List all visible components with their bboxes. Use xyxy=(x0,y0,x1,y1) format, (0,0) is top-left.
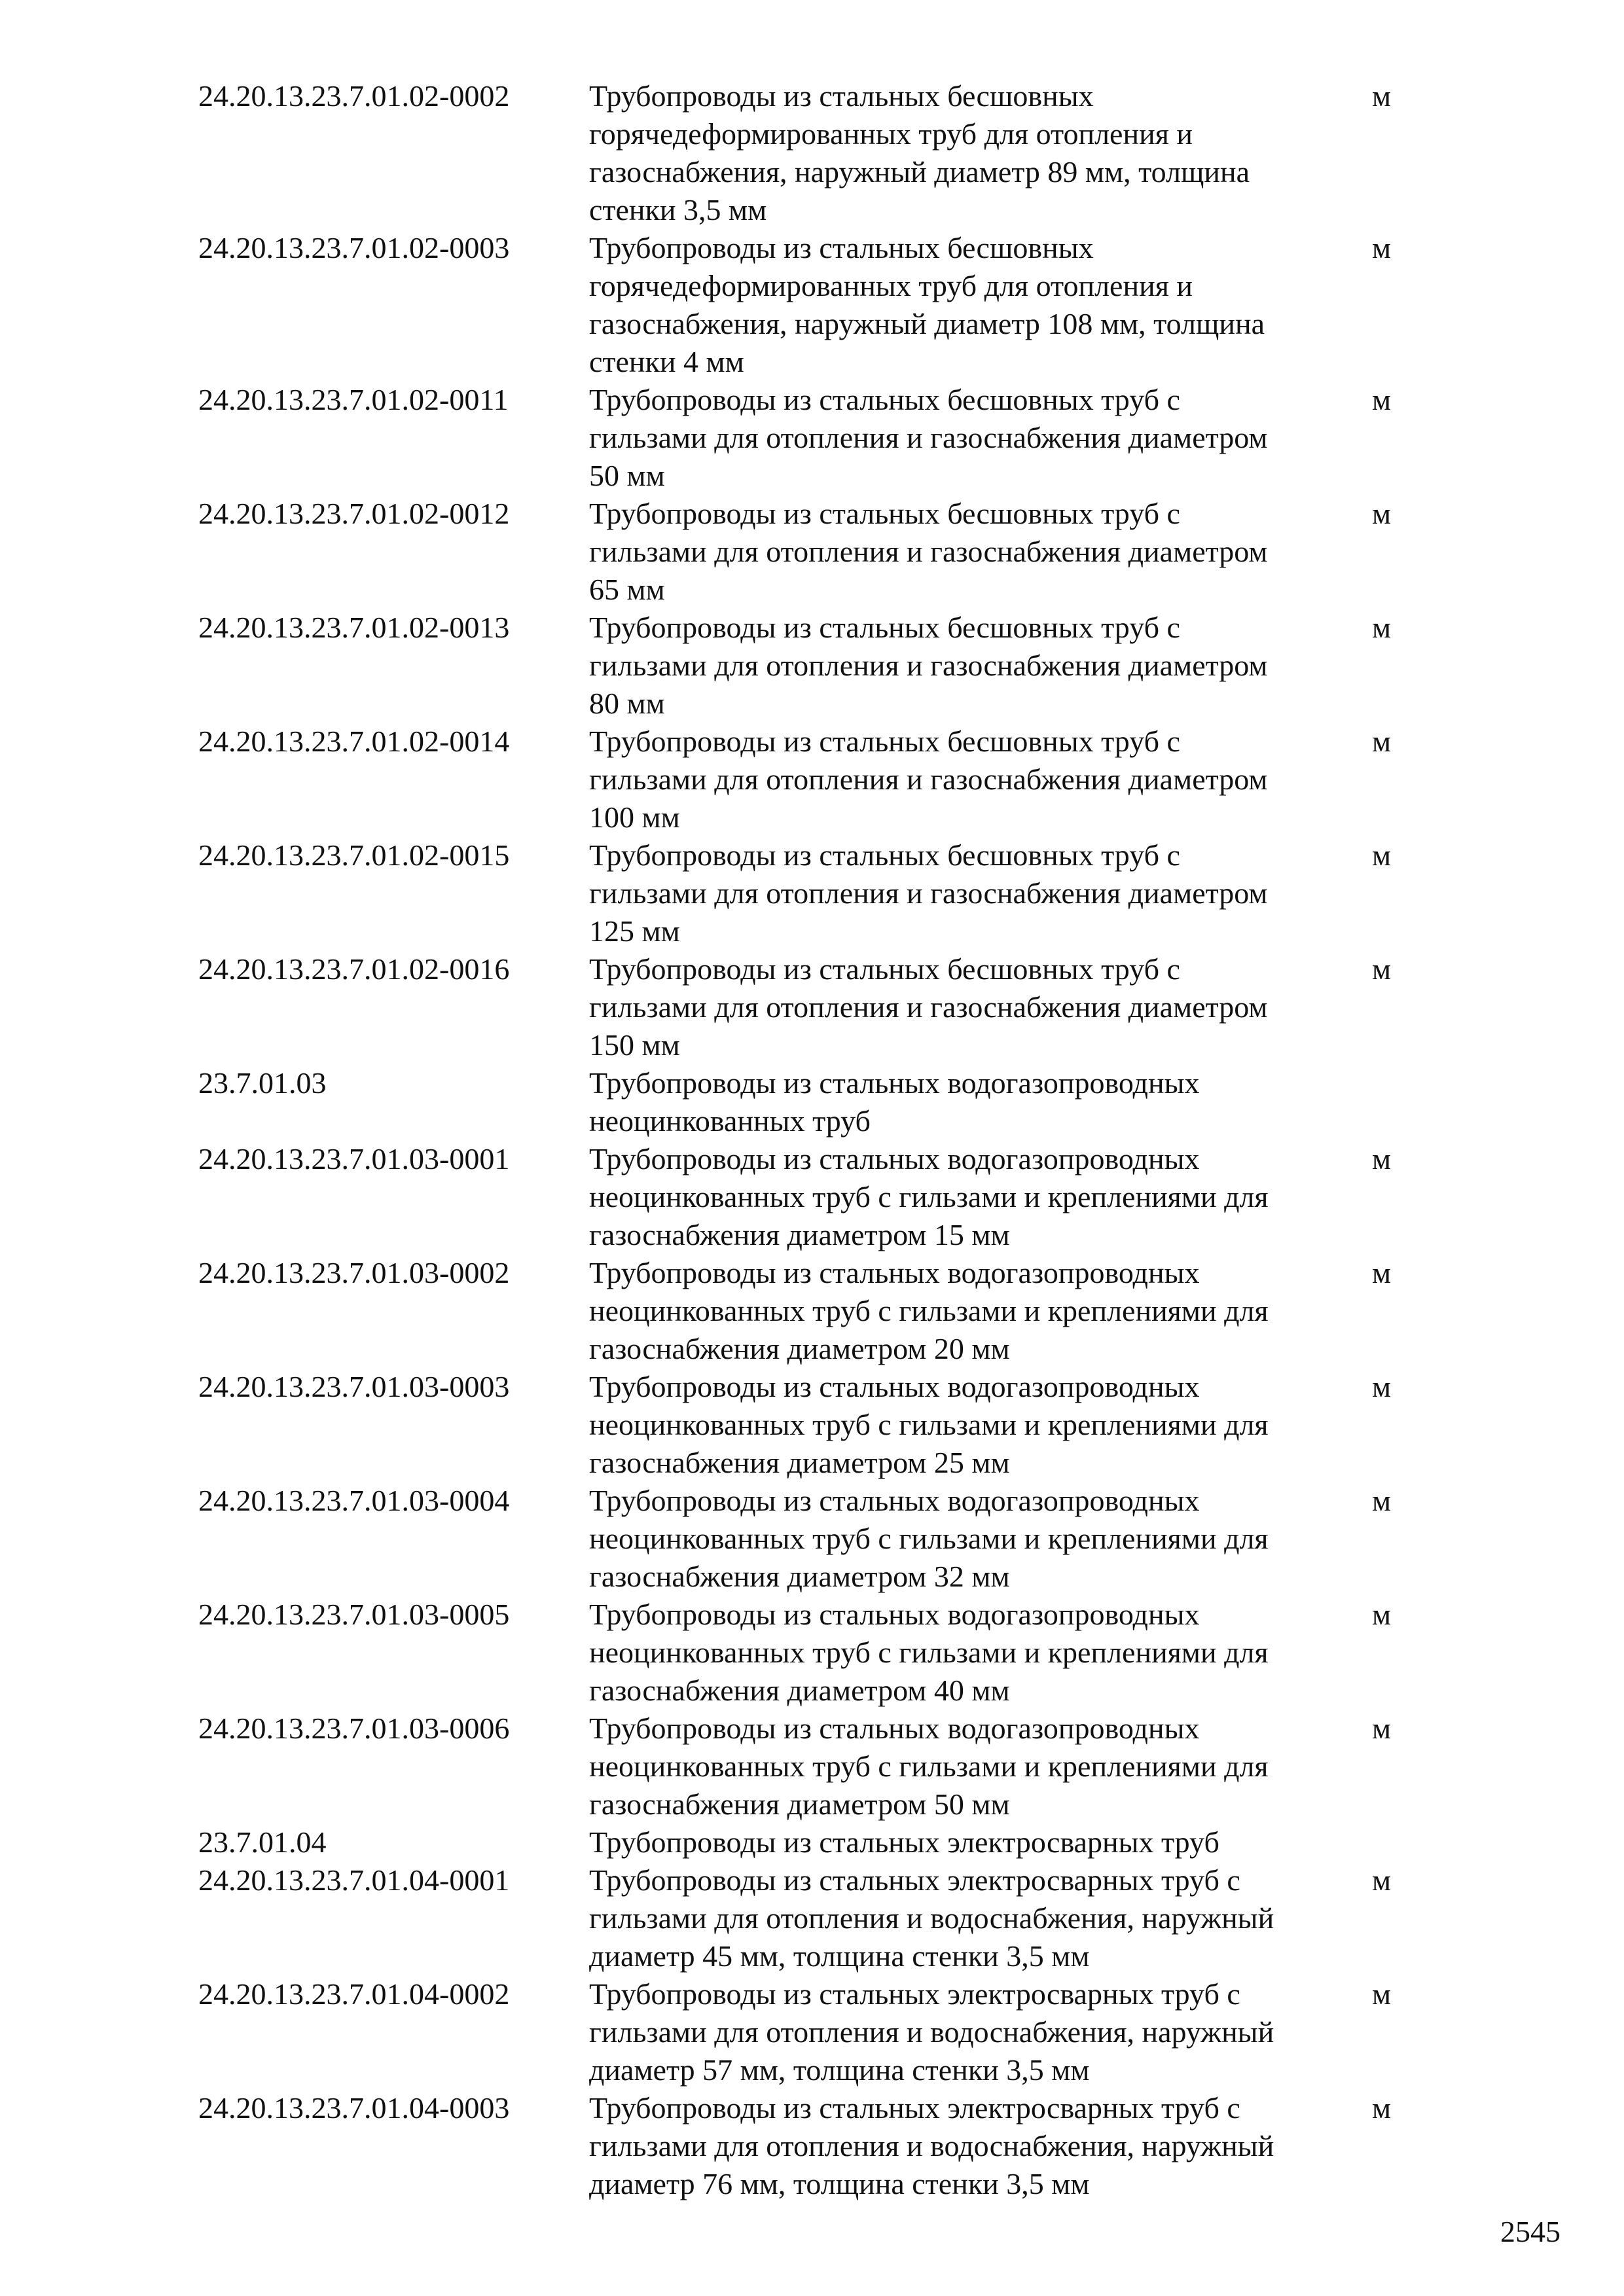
unit-of-measure: м xyxy=(1372,1863,1392,1897)
resource-description xyxy=(589,77,1355,229)
unit-of-measure: м xyxy=(1372,231,1392,264)
description-line: Трубопроводы из стальных бесшовных xyxy=(589,231,1094,264)
resource-code: 24.20.13.23.7.01.03-0005 xyxy=(198,1598,510,1631)
table-row xyxy=(0,1482,1624,1596)
resource-code: 24.20.13.23.7.01.02-0015 xyxy=(198,838,510,872)
resource-code: 24.20.13.23.7.01.02-0012 xyxy=(198,497,510,530)
table-row xyxy=(0,1064,1624,1140)
table-row xyxy=(0,495,1624,609)
unit-of-measure: м xyxy=(1372,1370,1392,1403)
table-row xyxy=(0,1710,1624,1823)
unit-of-measure: м xyxy=(1372,1142,1392,1175)
resource-code: 24.20.13.23.7.01.02-0016 xyxy=(198,952,510,986)
description-line: 65 мм xyxy=(589,573,665,606)
description-line: неоцинкованных труб с гильзами и креплениями для xyxy=(589,1749,1269,1783)
table-row xyxy=(0,1596,1624,1710)
resource-description xyxy=(589,1482,1355,1596)
resource-code: 23.7.01.04 xyxy=(198,1825,327,1859)
resource-description xyxy=(589,1861,1355,1975)
description-line: неоцинкованных труб с гильзами и креплениями для xyxy=(589,1294,1269,1327)
resource-description xyxy=(589,609,1355,723)
description-line: гильзами для отопления и водоснабжения, наружный xyxy=(589,2129,1274,2162)
table-row xyxy=(0,1254,1624,1368)
table-row xyxy=(0,1140,1624,1254)
resource-code: 24.20.13.23.7.01.04-0002 xyxy=(198,1977,510,2011)
description-line: Трубопроводы из стальных электросварных труб с xyxy=(589,1863,1240,1897)
table-row xyxy=(0,723,1624,836)
description-line: Трубопроводы из стальных водогазопроводных xyxy=(589,1066,1200,1100)
description-line: неоцинкованных труб с гильзами и креплениями для xyxy=(589,1180,1269,1213)
resource-description xyxy=(589,2089,1355,2203)
table-row xyxy=(0,77,1624,229)
description-line: Трубопроводы из стальных бесшовных труб с xyxy=(589,497,1180,530)
resource-table xyxy=(0,77,1624,2203)
table-row xyxy=(0,229,1624,381)
resource-description xyxy=(589,950,1355,1064)
description-line: Трубопроводы из стальных бесшовных xyxy=(589,79,1094,113)
description-line: диаметр 76 мм, толщина стенки 3,5 мм xyxy=(589,2167,1090,2200)
resource-description xyxy=(589,381,1355,495)
unit-of-measure: м xyxy=(1372,79,1392,113)
resource-description xyxy=(589,836,1355,950)
resource-code: 24.20.13.23.7.01.03-0002 xyxy=(198,1256,510,1289)
resource-code: 23.7.01.03 xyxy=(198,1066,327,1100)
resource-code: 24.20.13.23.7.01.02-0003 xyxy=(198,231,510,264)
unit-of-measure: м xyxy=(1372,383,1392,416)
unit-of-measure: м xyxy=(1372,611,1392,644)
description-line: гильзами для отопления и газоснабжения диаметром xyxy=(589,421,1268,454)
description-line: газоснабжения диаметром 20 мм xyxy=(589,1332,1010,1365)
description-line: неоцинкованных труб с гильзами и креплениями для xyxy=(589,1636,1269,1669)
table-row xyxy=(0,836,1624,950)
resource-description xyxy=(589,1823,1355,1861)
table-row xyxy=(0,609,1624,723)
description-line: Трубопроводы из стальных бесшовных труб с xyxy=(589,952,1180,986)
resource-code: 24.20.13.23.7.01.03-0006 xyxy=(198,1712,510,1745)
resource-code: 24.20.13.23.7.01.02-0011 xyxy=(198,383,509,416)
description-line: 125 мм xyxy=(589,914,680,948)
description-line: гильзами для отопления и водоснабжения, наружный xyxy=(589,1901,1274,1935)
resource-description xyxy=(589,1254,1355,1368)
description-line: Трубопроводы из стальных водогазопроводных xyxy=(589,1256,1200,1289)
description-line: Трубопроводы из стальных водогазопроводных xyxy=(589,1142,1200,1175)
description-line: Трубопроводы из стальных водогазопроводных xyxy=(589,1712,1200,1745)
unit-of-measure: м xyxy=(1372,1712,1392,1745)
description-line: Трубопроводы из стальных водогазопроводных xyxy=(589,1598,1200,1631)
resource-code: 24.20.13.23.7.01.03-0001 xyxy=(198,1142,510,1175)
description-line: гильзами для отопления и газоснабжения диаметром xyxy=(589,762,1268,796)
description-line: 80 мм xyxy=(589,687,665,720)
table-row xyxy=(0,381,1624,495)
page-number: 2545 xyxy=(1500,2215,1561,2248)
unit-of-measure: м xyxy=(1372,838,1392,872)
table-row xyxy=(0,2089,1624,2203)
resource-description xyxy=(589,495,1355,609)
unit-of-measure: м xyxy=(1372,952,1392,986)
unit-of-measure: м xyxy=(1372,1256,1392,1289)
unit-of-measure: м xyxy=(1372,1598,1392,1631)
description-line: газоснабжения диаметром 25 мм xyxy=(589,1446,1010,1479)
resource-description xyxy=(589,1975,1355,2089)
resource-code: 24.20.13.23.7.01.02-0002 xyxy=(198,79,510,113)
description-line: 150 мм xyxy=(589,1028,680,1062)
resource-code: 24.20.13.23.7.01.04-0001 xyxy=(198,1863,510,1897)
description-line: газоснабжения диаметром 40 мм xyxy=(589,1674,1010,1707)
table-row xyxy=(0,1823,1624,1861)
unit-of-measure: м xyxy=(1372,1977,1392,2011)
description-line: диаметр 45 мм, толщина стенки 3,5 мм xyxy=(589,1939,1090,1973)
description-line: газоснабжения, наружный диаметр 89 мм, толщина xyxy=(589,155,1250,188)
resource-code: 24.20.13.23.7.01.03-0003 xyxy=(198,1370,510,1403)
description-line: неоцинкованных труб с гильзами и креплениями для xyxy=(589,1408,1269,1441)
description-line: 100 мм xyxy=(589,800,680,834)
description-line: Трубопроводы из стальных водогазопроводных xyxy=(589,1370,1200,1403)
description-line: газоснабжения диаметром 32 мм xyxy=(589,1560,1010,1593)
unit-of-measure: м xyxy=(1372,497,1392,530)
description-line: Трубопроводы из стальных водогазопроводных xyxy=(589,1484,1200,1517)
description-line: гильзами для отопления и газоснабжения диаметром xyxy=(589,535,1268,568)
description-line: Трубопроводы из стальных электросварных труб с xyxy=(589,1977,1240,2011)
resource-description xyxy=(589,1710,1355,1823)
description-line: гильзами для отопления и водоснабжения, наружный xyxy=(589,2015,1274,2049)
description-line: неоцинкованных труб xyxy=(589,1104,871,1138)
table-row xyxy=(0,1975,1624,2089)
unit-of-measure: м xyxy=(1372,725,1392,758)
resource-description xyxy=(589,1596,1355,1710)
description-line: Трубопроводы из стальных электросварных труб с xyxy=(589,2091,1240,2125)
description-line: Трубопроводы из стальных бесшовных труб с xyxy=(589,383,1180,416)
table-row xyxy=(0,1368,1624,1482)
resource-code: 24.20.13.23.7.01.02-0013 xyxy=(198,611,510,644)
description-line: Трубопроводы из стальных бесшовных труб с xyxy=(589,838,1180,872)
resource-description xyxy=(589,1368,1355,1482)
description-line: Трубопроводы из стальных бесшовных труб с xyxy=(589,611,1180,644)
description-line: гильзами для отопления и газоснабжения диаметром xyxy=(589,876,1268,910)
description-line: газоснабжения, наружный диаметр 108 мм, толщина xyxy=(589,307,1265,340)
resource-code: 24.20.13.23.7.01.04-0003 xyxy=(198,2091,510,2125)
description-line: газоснабжения диаметром 50 мм xyxy=(589,1787,1010,1821)
resource-code: 24.20.13.23.7.01.02-0014 xyxy=(198,725,510,758)
resource-description xyxy=(589,723,1355,836)
description-line: стенки 3,5 мм xyxy=(589,193,767,226)
description-line: газоснабжения диаметром 15 мм xyxy=(589,1218,1010,1251)
resource-description xyxy=(589,229,1355,381)
description-line: горячедеформированных труб для отопления и xyxy=(589,117,1193,151)
description-line: стенки 4 мм xyxy=(589,345,744,378)
unit-of-measure: м xyxy=(1372,2091,1392,2125)
description-line: неоцинкованных труб с гильзами и креплениями для xyxy=(589,1522,1269,1555)
description-line: Трубопроводы из стальных бесшовных труб с xyxy=(589,725,1180,758)
table-row xyxy=(0,950,1624,1064)
table-row xyxy=(0,1861,1624,1975)
description-line: диаметр 57 мм, толщина стенки 3,5 мм xyxy=(589,2053,1090,2087)
resource-code: 24.20.13.23.7.01.03-0004 xyxy=(198,1484,510,1517)
description-line: гильзами для отопления и газоснабжения диаметром xyxy=(589,990,1268,1024)
description-line: 50 мм xyxy=(589,459,665,492)
description-line: гильзами для отопления и газоснабжения диаметром xyxy=(589,649,1268,682)
unit-of-measure: м xyxy=(1372,1484,1392,1517)
resource-description xyxy=(589,1140,1355,1254)
description-line: горячедеформированных труб для отопления и xyxy=(589,269,1193,302)
description-line: Трубопроводы из стальных электросварных труб xyxy=(589,1825,1219,1859)
resource-description xyxy=(589,1064,1355,1140)
